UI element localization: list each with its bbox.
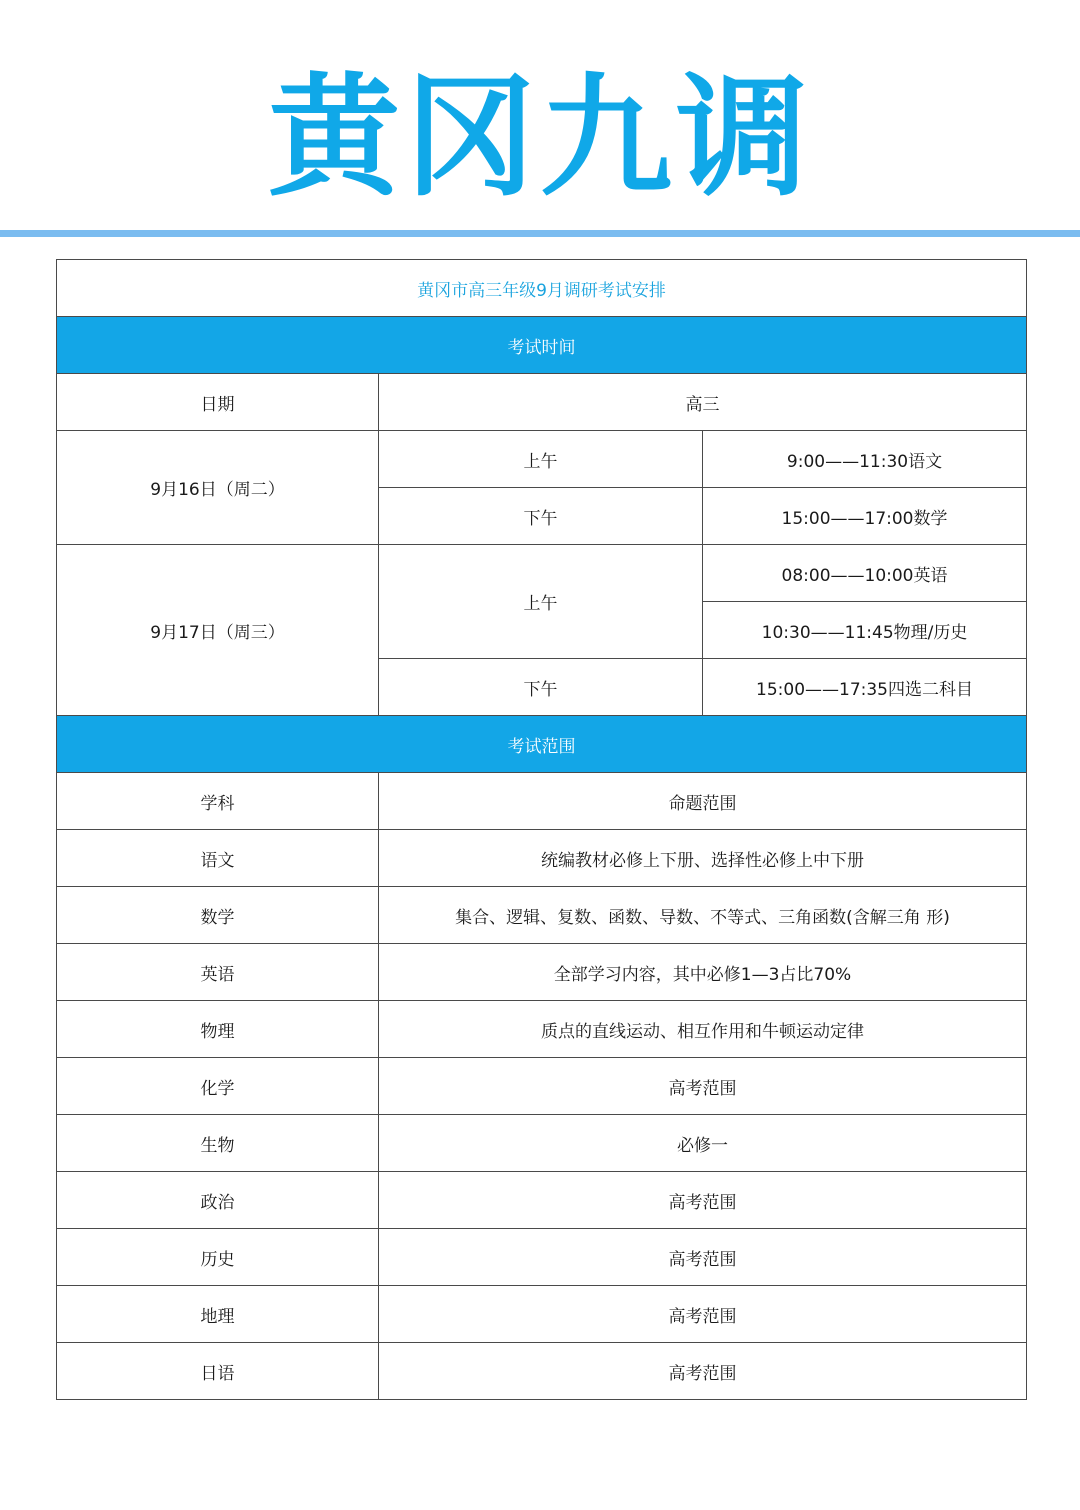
banner-title: 黄冈九调 [268,61,812,215]
column-header-range: 命题范围 [379,773,1027,830]
column-header-grade: 高三 [379,374,1027,431]
subject-cell: 英语 [57,944,379,1001]
date-cell: 9月17日（周三） [57,545,379,716]
range-cell: 高考范围 [379,1058,1027,1115]
exam-slot-cell: 15:00——17:00数学 [703,488,1027,545]
scope-row [57,887,1027,944]
period-cell: 上午 [379,431,703,488]
subject-cell: 物理 [57,1001,379,1058]
period-cell: 下午 [379,488,703,545]
date-cell: 9月16日（周二） [57,431,379,545]
scope-row [57,1286,1027,1343]
range-cell: 必修一 [379,1115,1027,1172]
scope-row [57,944,1027,1001]
banner-divider [0,230,1080,237]
range-cell: 高考范围 [379,1286,1027,1343]
section-header-row [57,317,1027,374]
range-cell: 高考范围 [379,1172,1027,1229]
period-cell: 上午 [379,545,703,659]
column-header-subject: 学科 [57,773,379,830]
subject-cell: 语文 [57,830,379,887]
scope-row [57,1229,1027,1286]
column-header-date: 日期 [57,374,379,431]
document-title: 黄冈市高三年级9月调研考试安排 [57,260,1027,317]
range-cell: 高考范围 [379,1343,1027,1400]
range-cell: 全部学习内容，其中必修1—3占比70% [379,944,1027,1001]
schedule-row [57,431,1027,488]
schedule-header-row [57,374,1027,431]
exam-slot-cell: 15:00——17:35四选二科目 [703,659,1027,716]
scope-row [57,1058,1027,1115]
exam-slot-cell: 10:30——11:45物理/历史 [703,602,1027,659]
period-cell: 下午 [379,659,703,716]
section-header-exam-time: 考试时间 [57,317,1027,374]
section-header-exam-scope: 考试范围 [57,716,1027,773]
range-cell: 质点的直线运动、相互作用和牛顿运动定律 [379,1001,1027,1058]
subject-cell: 历史 [57,1229,379,1286]
section-header-row [57,716,1027,773]
schedule-row [57,545,1027,602]
scope-row [57,1172,1027,1229]
scope-row [57,1001,1027,1058]
range-cell: 高考范围 [379,1229,1027,1286]
subject-cell: 政治 [57,1172,379,1229]
exam-slot-cell: 9:00——11:30语文 [703,431,1027,488]
subject-cell: 日语 [57,1343,379,1400]
scope-row [57,1115,1027,1172]
subject-cell: 数学 [57,887,379,944]
exam-schedule-table [56,259,1027,1400]
title-row [57,260,1027,317]
range-cell: 统编教材必修上下册、选择性必修上中下册 [379,830,1027,887]
subject-cell: 化学 [57,1058,379,1115]
scope-header-row [57,773,1027,830]
scope-row [57,1343,1027,1400]
exam-slot-cell: 08:00——10:00英语 [703,545,1027,602]
scope-row [57,830,1027,887]
range-cell: 集合、逻辑、复数、函数、导数、不等式、三角函数(含解三角 形) [379,887,1027,944]
subject-cell: 地理 [57,1286,379,1343]
subject-cell: 生物 [57,1115,379,1172]
